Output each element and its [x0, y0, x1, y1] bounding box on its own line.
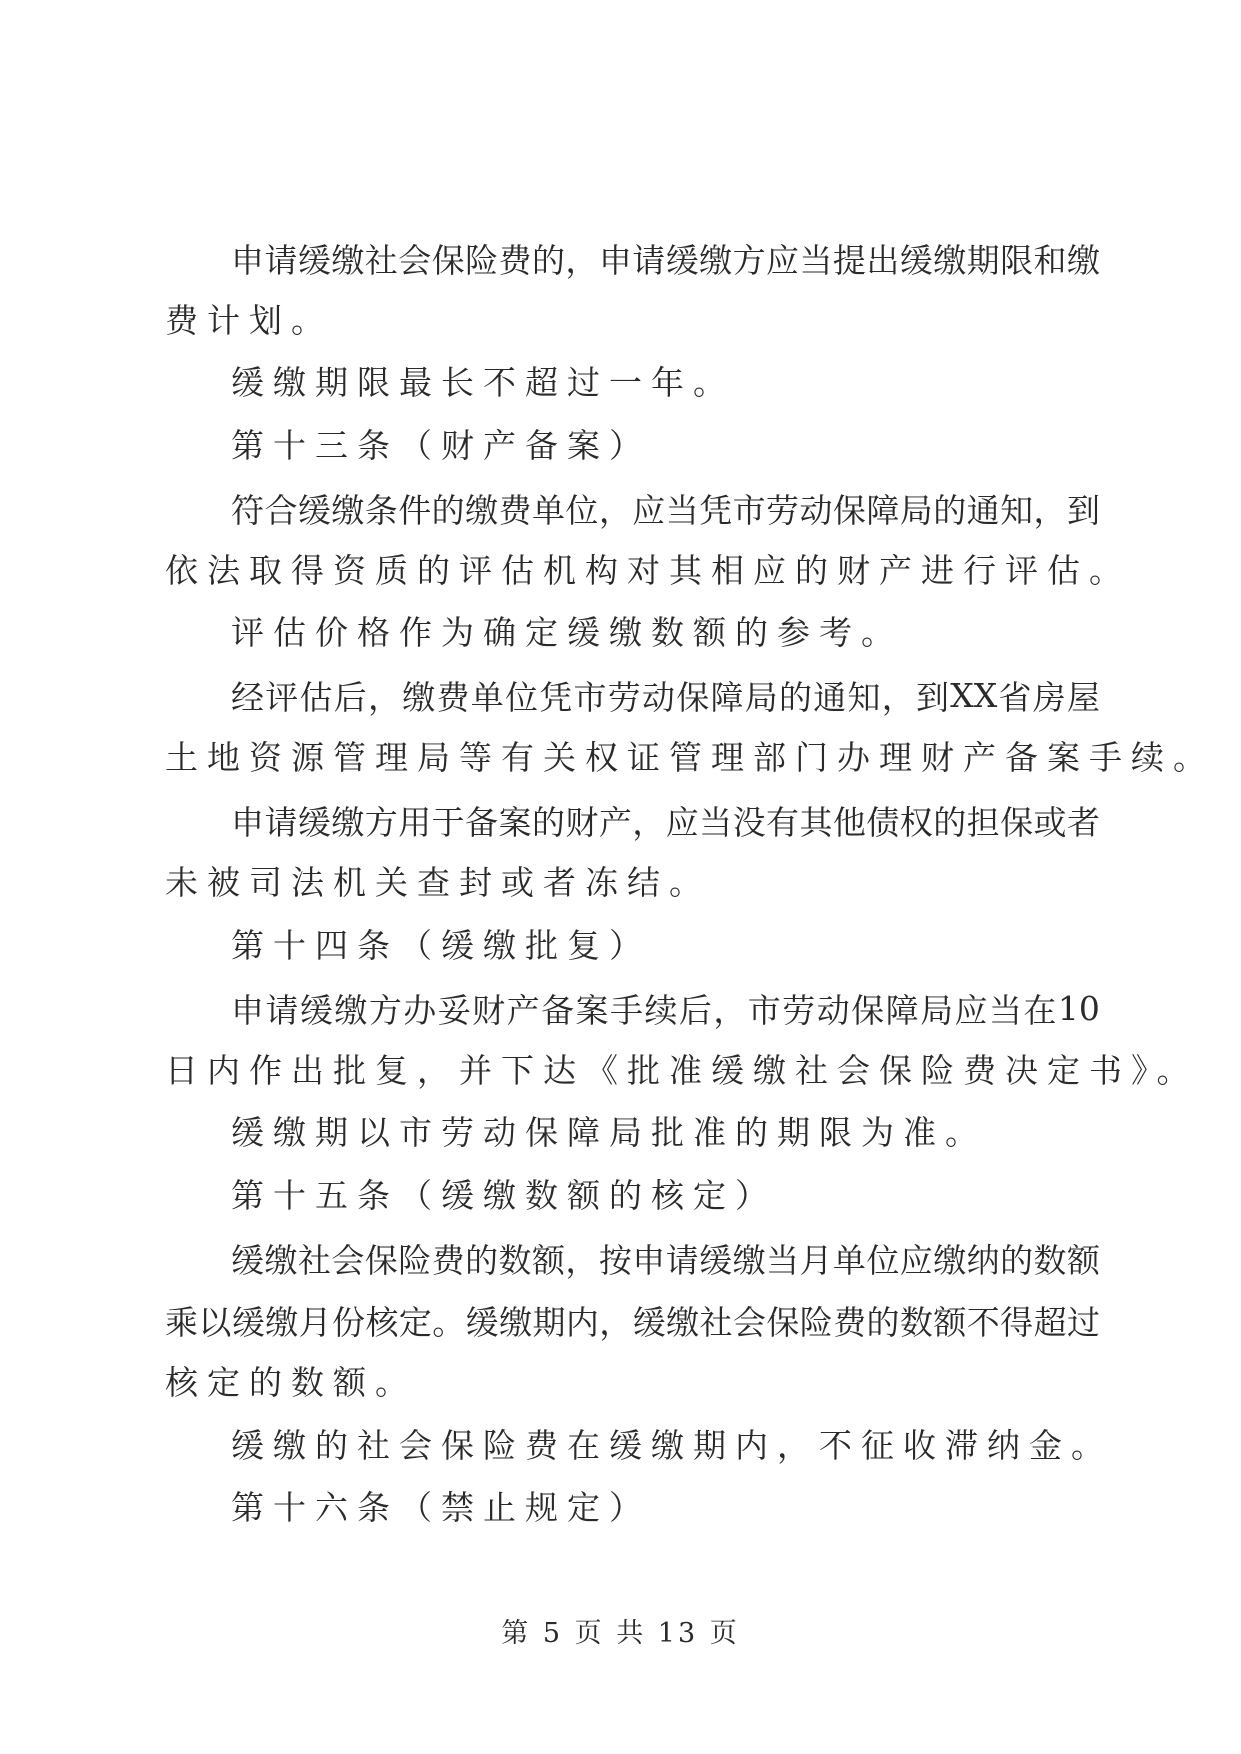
text-line: 经 评 估 后 ， 缴 费 单 位 凭 市 劳 动 保 障 局 的 通 知 ， 到 XX 省 房 屋 [231, 676, 1100, 718]
text-line: 评估价格作为确定缓缴数额的参考。 [231, 613, 903, 652]
text-line: 缓缴期限最长不超过一年。 [231, 363, 735, 402]
text-line: 申 请 缓 缴 方 办 妥 财 产 备 案 手 续 后 ， 市 劳 动 保 障 局 应 当 在 10 [231, 988, 1100, 1030]
text-line: 第十三条（财产备案） [231, 425, 651, 465]
document-body [165, 227, 1215, 1540]
text-line: 缓 缴 社 会 保 险 费 的 数 额 ， 按 申 请 缓 缴 当 月 单 位 应 缴 纳 的 数 额 [231, 1240, 1100, 1280]
text-line: 第十六条（禁止规定） [231, 1488, 651, 1527]
page-number-label: 第 5 页 共 13 页 [501, 1618, 740, 1649]
text-line: 缓缴的社会保险费在缓缴期内，不征收滞纳金。 [231, 1425, 1113, 1465]
text-line: 土地资源管理局等有关权证管理部门办理财产备案手续。 [165, 738, 1215, 777]
text-line: 符 合 缓 缴 条 件 的 缴 费 单 位 ， 应 当 凭 市 劳 动 保 障 局 的 通 知 ， 到 [231, 490, 1100, 530]
text-line: 核定的数额。 [165, 1363, 417, 1402]
text-line: 依法取得资质的评估机构对其相应的财产进行评估。 [165, 550, 1131, 590]
text-line: 费计划。 [165, 300, 333, 340]
text-line: 第十五条（缓缴数额的核定） [231, 1175, 777, 1215]
text-line: 申 请 缓 缴 社 会 保 险 费 的 ， 申 请 缓 缴 方 应 当 提 出 缓 缴 期 限 和 缴 [231, 240, 1100, 280]
text-line: 第十四条（缓缴批复） [231, 925, 651, 965]
text-line: 申 请 缓 缴 方 用 于 备 案 的 财 产 ， 应 当 没 有 其 他 债 权 的 担 保 或 者 [231, 803, 1100, 843]
text-line: 乘 以 缓 缴 月 份 核 定 。 缓 缴 期 内 ， 缓 缴 社 会 保 险 费 的 数 额 不 得 超 过 [165, 1303, 1100, 1343]
page-footer [0, 1612, 1241, 1656]
text-line: 未被司法机关查封或者冻结。 [165, 863, 711, 902]
text-line: 日内作出批复，并下达《批准缓缴社会保险费决定书》。 [165, 1050, 1199, 1090]
text-line: 缓缴期以市劳动保障局批准的期限为准。 [231, 1113, 987, 1152]
